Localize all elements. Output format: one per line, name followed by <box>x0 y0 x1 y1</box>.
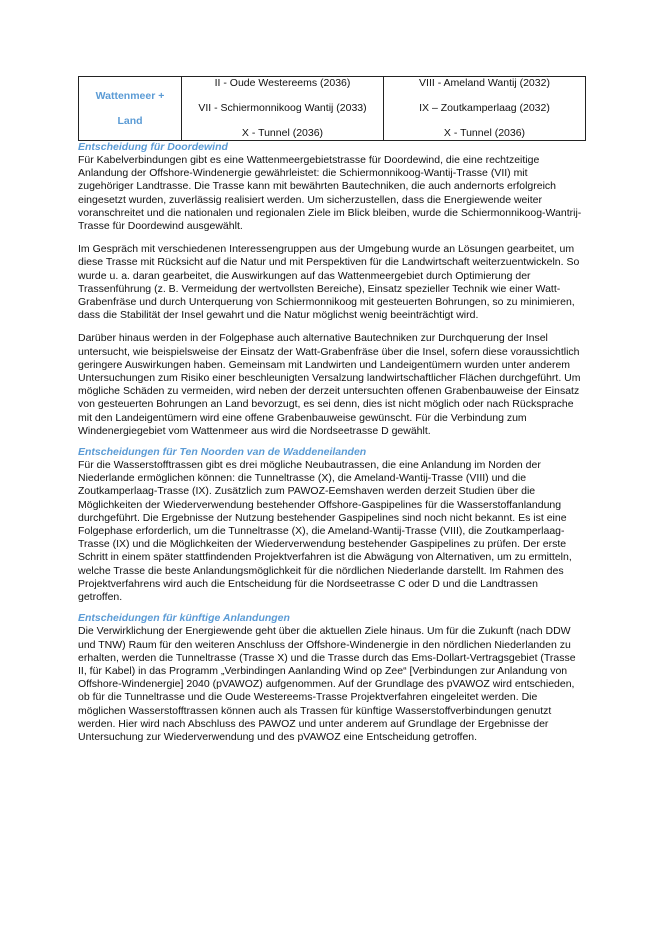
paragraph: Für die Wasserstofftrassen gibt es drei mögliche Neubautrassen, die eine Anlandung im Norden der Niederlande ermöglichen können: die Tunneltrasse (X), die Ameland-Wantij-Trasse (VIII) und die Zoutkamperlaag-Trasse (IX). Zusätzlich zum PAWOZ-Eemshaven werden derzeit Studien über die Möglichkeiten der Wiederverwendung bestehender Offshore-Gaspipelines für die Wasserstoffanlandung durchgeführt. Die Ergebnisse der Nutzung bestehender Gaspipelines sind noch nicht bekannt. Es ist eine Folgephase erforderlich, um die Tunneltrasse (X), die Ameland-Wantij-Trasse (VIII), die Zoutkamperlaag-Trasse (IX) und die Möglichkeiten der Wiederverwendung bestehender Gaspipelines zu prüfen. Der erste Schritt in einem später stattfindenden Projektverfahren ist die Abwägung von Alternativen, um zu ermitteln, welche Trasse die beste Anlandungsmöglichkeit für die nördlichen Niederlande darstellt. Im Rahmen des Projektverfahrens wird auch die Entscheidung für die Nordseetrasse C oder D und die Landtrassen getroffen. <box>78 459 572 604</box>
table-cell: X - Tunnel (2036) <box>443 127 526 139</box>
paragraph: Darüber hinaus werden in der Folgephase auch alternative Bautechniken zur Durchquerung der Insel untersucht, wie beispielsweise der Einsatz der Watt-Grabenfräse über die Insel, sofern diese voraussichtlich geringere Auswirkungen haben. Gemeinsam mit Landwirten und Landeigentümern wurden unter anderem Untersuchungen zum Risiko einer beschleunigten Versalzung landwirtschaftlicher Flächen durchgeführt. Um mögliche Schäden zu vermeiden, wird neben der derzeit untersuchten offenen Grabenbauweise der Einsatz von gesteuerten Bohrungen an Land bevorzugt, es sei denn, dies ist nicht möglich oder nach Rücksprache mit den Landeigentümern wird eine offene Grabenbauweise gewünscht. Für die Verbindung zum Windenergiegebiet vom Wattenmeer aus wird die Nordseetrasse D gewählt. <box>78 332 581 437</box>
table-column-2 <box>384 77 586 141</box>
table-cell: II - Oude Westereems (2036) <box>214 77 351 89</box>
row-label-line1: Wattenmeer + <box>95 89 165 102</box>
table-cell: VII - Schiermonnikoog Wantij (2033) <box>198 102 367 114</box>
document-page <box>78 76 584 744</box>
table-row <box>79 77 586 141</box>
table-cell: IX – Zoutkamperlaag (2032) <box>419 102 550 114</box>
table-column-1 <box>182 77 384 141</box>
section-heading-ten-noorden: Entscheidungen für Ten Noorden van de Waddeneilanden <box>78 446 367 459</box>
row-label-line2: Land <box>117 114 143 127</box>
paragraph: Für Kabelverbindungen gibt es eine Wattenmeergebietstrasse für Doordewind, die eine rechtzeitige Anlandung der Offshore-Windenergie gewährleistet: die Schiermonnikoog-Wantij-Trasse (VII) mit zugehöriger Landtrasse. Die Trasse kann mit bewährten Bautechniken, die auch andernorts erfolgreich eingesetzt wurden, zuverlässig realisiert werden. Um sicherzustellen, dass die Energiewende weiter voranschreitet und die nationalen und regionalen Ziele im Blick bleiben, wurde die Schiermonnikoog-Wantrij-Trasse für Doordewind ausgewählt. <box>78 154 582 233</box>
table-cell: VIII - Ameland Wantij (2032) <box>419 77 550 89</box>
routes-table <box>78 76 586 141</box>
paragraph: Die Verwirklichung der Energiewende geht über die aktuellen Ziele hinaus. Um für die Zukunft (nach DDW und TNW) Raum für den weiteren Anschluss der Offshore-Windenergie in den nördlichen Niederlanden zu erhalten, werden die Tunneltrasse (Trasse X) und die Trasse durch das Ems-Dollart-Vertragsgebiet (Trasse II, für Kabel) in das Programm „Verbindingen Aanlanding Wind op Zee“ [Verbindungen zur Anlandung von Offshore-Windenergie] 2040 (pVAWOZ) aufgenommen. Auf der Grundlage des pVAWOZ wird entschieden, ob für die Tunneltrasse und die Oude Westereems-Trasse Projektverfahren eingeleitet werden. Die möglichen Wasserstofftrassen können auch als Trassen für künftige Wasserstoffverbindungen genutzt werden. Hier wird nach Abschluss des PAWOZ und unter anderem auf Grundlage der Ergebnisse der Untersuchung zur Wiederverwendung und des pVAWOZ eine Entscheidung getroffen. <box>78 625 576 743</box>
table-row-label <box>79 77 182 141</box>
section-heading-doordewind: Entscheidung für Doordewind <box>78 141 228 153</box>
table-cell: X - Tunnel (2036) <box>241 127 324 139</box>
paragraph: Im Gespräch mit verschiedenen Interessengruppen aus der Umgebung wurde an Lösungen gearbeitet, um diese Trasse mit Rücksicht auf die Natur und mit Perspektiven für die Landwirtschaft weiterzuentwickeln. So wurde u. a. daran gearbeitet, die Auswirkungen auf das Wattenmeergebiet durch Optimierung der Trassenführung (z. B. Vermeidung der wertvollsten Bereiche), Einsatz spezieller Technik wie einer Watt-Grabenfräse und durch Unterquerung von Schiermonnikoog mit gesteuerten Bohrungen, so zu minimieren, dass die Stabilität der Insel gewahrt und die Natur möglichst wenig beeinträchtigt wird. <box>78 243 580 322</box>
section-heading-future-landings: Entscheidungen für künftige Anlandungen <box>78 612 290 625</box>
